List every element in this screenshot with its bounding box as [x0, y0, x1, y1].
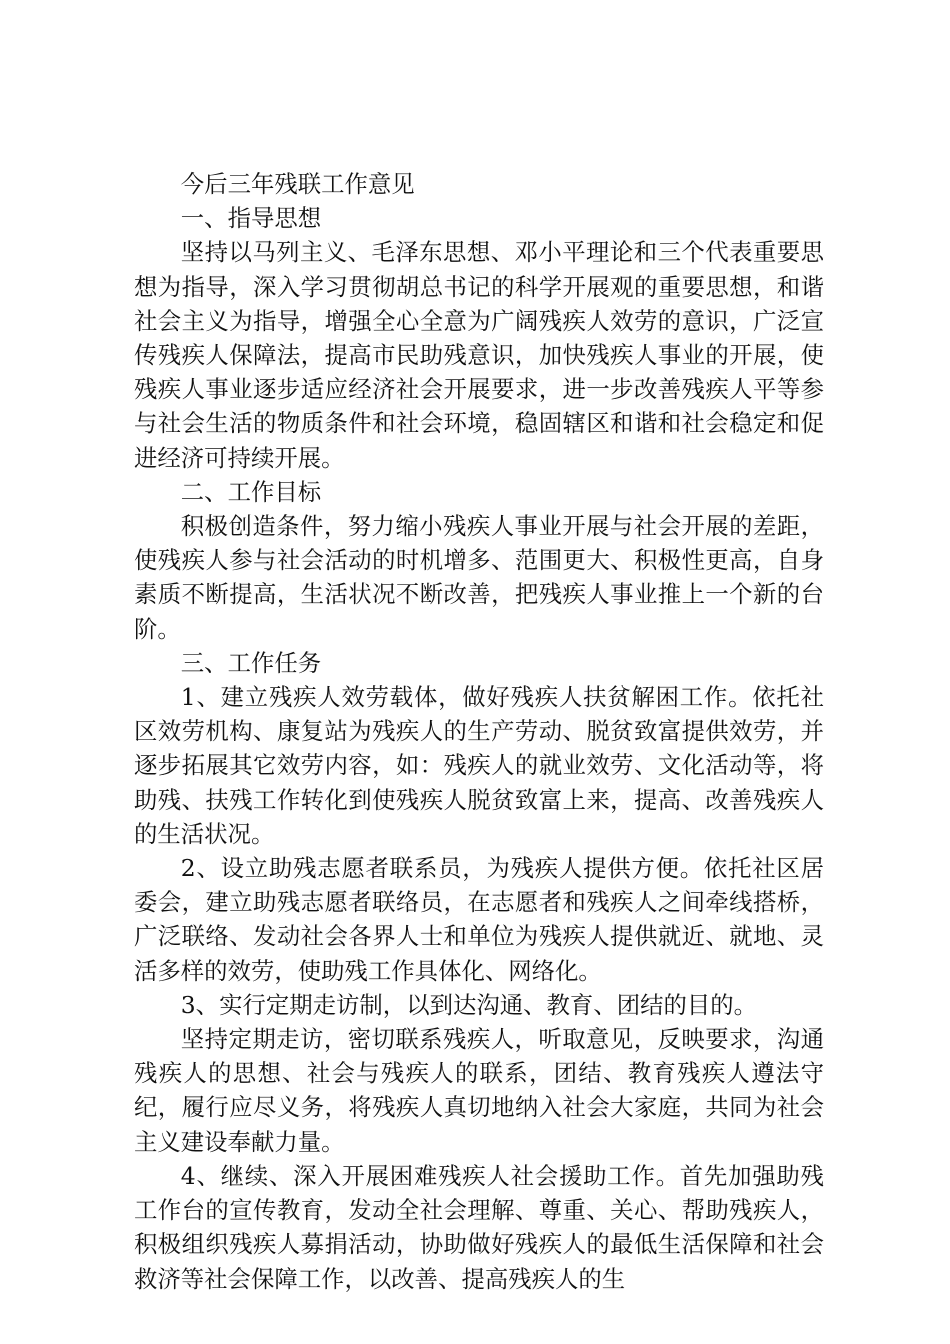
document-title: 今后三年残联工作意见	[180, 170, 415, 198]
paragraph-work-goals: 积极创造条件，努力缩小残疾人事业开展与社会开展的差距，使残疾人参与社会活动的时机增多、范围更大、积极性更高，自身素质不断提高，生活状况不断改善，把残疾人事业推上一个新的台阶。	[134, 512, 824, 643]
paragraph-task-1: 1、建立残疾人效劳载体，做好残疾人扶贫解困工作。依托社区效劳机构、康复站为残疾人的生产劳动、脱贫致富提供效劳，并逐步拓展其它效劳内容，如：残疾人的就业效劳、文化活动等，将助残、扶残工作转化到使残疾人脱贫致富上来，提高、改善残疾人的生活状况。	[134, 683, 824, 848]
paragraph-guiding-ideology: 坚持以马列主义、毛泽东思想、邓小平理论和三个代表重要思想为指导，深入学习贯彻胡总书记的科学开展观的重要思想，和谐社会主义为指导，增强全心全意为广阔残疾人效劳的意识，广泛宣传残疾人保障法，提高市民助残意识，加快残疾人事业的开展，使残疾人事业逐步适应经济社会开展要求，进一步改善残疾人平等参与社会生活的物质条件和社会环境，稳固辖区和谐和社会稳定和促进经济可持续开展。	[134, 238, 824, 472]
section-heading-work-goals: 二、工作目标	[180, 477, 322, 506]
section-heading-work-tasks: 三、工作任务	[180, 648, 322, 677]
document-body	[134, 167, 824, 1296]
paragraph-task-3-detail: 坚持定期走访，密切联系残疾人，听取意见，反映要求，沟通残疾人的思想、社会与残疾人的联系，团结、教育残疾人遵法守纪，履行应尽义务，将残疾人真切地纳入社会大家庭，共同为社会主义建设奉献力量。	[134, 1025, 824, 1156]
paragraph-task-3: 3、实行定期走访制，以到达沟通、教育、团结的目的。	[180, 990, 758, 1019]
section-heading-guiding-ideology: 一、指导思想	[180, 204, 322, 233]
paragraph-task-4: 4、继续、深入开展困难残疾人社会援助工作。首先加强助残工作台的宣传教育，发动全社会理解、尊重、关心、帮助残疾人，积极组织残疾人募捐活动，协助做好残疾人的最低生活保障和社会救济等社会保障工作，以改善、提高残疾人的生	[134, 1161, 824, 1293]
paragraph-task-2: 2、设立助残志愿者联系员，为残疾人提供方便。依托社区居委会，建立助残志愿者联络员，在志愿者和残疾人之间牵线搭桥，广泛联络、发动社会各界人士和单位为残疾人提供就近、就地、灵活多样的效劳，使助残工作具体化、网络化。	[134, 854, 824, 985]
